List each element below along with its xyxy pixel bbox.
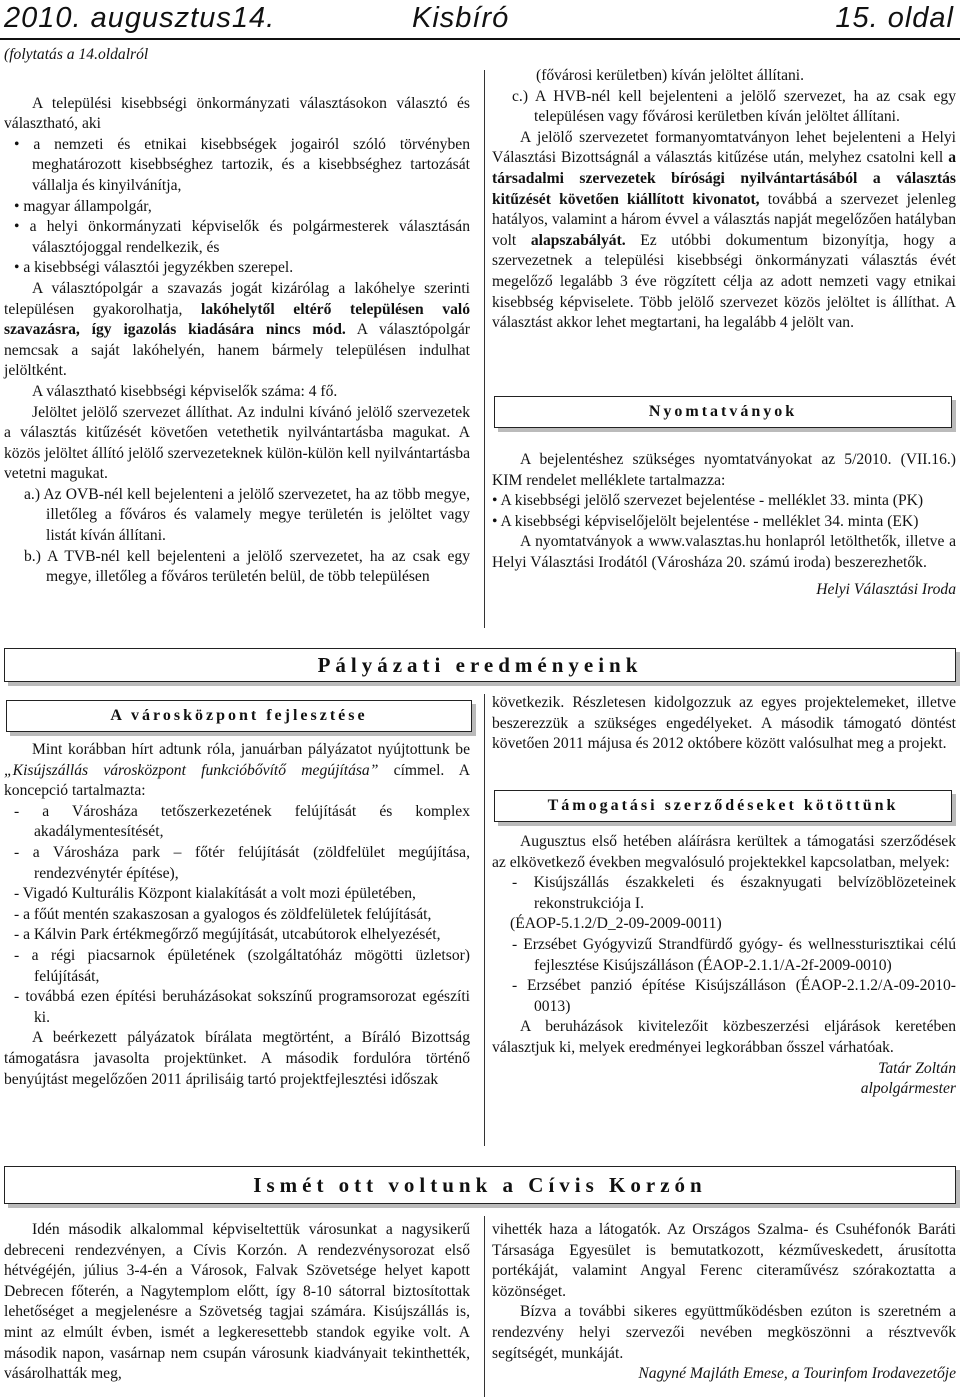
list-item: - a Kálvin Park értékmegőrző megújítását, utcabútorok elhelyezését, — [14, 926, 441, 944]
paragraph: Idén második alkalommal képviseltettük városunkat a nagysikerű debreceni rendezvényen, a Cívis Korzón. A rendezvénysorozat első hétvégéjén, július 3-4-én a Városok, Falvak Szövetsége helyet kapott Debrecen főterén, a Nagytemplom előtt, így 8-10 sátorral biztosítottak lehetőséget a megjelenésre a Szövetség tagjai számára. Kisújszállás is, mint az elmúlt évben, ismét a legkeresettebb standok egyike volt. A második napon, vasárnap nem csupán városunk kiadványait tekinthették, vásárolhatták meg, — [4, 1221, 470, 1383]
column-divider — [484, 694, 485, 1146]
list-item-b: b.) A TVB-nél kell bejelenteni a jelölő szervezetet, ha az csak egy megye, illetőleg a főváros területén belül, de több településen — [24, 547, 470, 586]
section-banner-civis-korzo: Ismét ott voltunk a Cívis Korzón — [4, 1166, 956, 1204]
bullet-item: • a kisebbségi választói jegyzékben szerepel. — [14, 259, 294, 277]
signature: Nagyné Majláth Emese, a Tourinfom Irodavezetője — [638, 1365, 956, 1383]
election-article-col2 — [492, 66, 956, 334]
header-rule — [0, 38, 960, 40]
paragraph: A jelölő szervezetet formanyomtatványon lehet bejelenteni a Helyi Választási Bizottságnál a választás kitűzése után, melyhez csatolni kell a társadalmi szervezetek bírósági nyilvántartásából a választás kitűzését követően kiállított kivonatot, továbbá a szervezet jelenleg hatályos, valamint a három évvel a választás napját megelőzően hatályban volt alapszabályát. Ez utóbbi dokumentum bizonyítja, hogy a szervezetnek a települési kisebbségi önkormányzati választás évét megelőző legalább 3 éve rögzített célja az adott nemzeti vagy etnikai kisebbség képviselete. Több jelölő szervezet közös jelöltet is állíthat. A választást akkor lehet megtartani, ha legalább 4 jelölt van. — [492, 128, 956, 332]
civis-korzo-article-col1 — [4, 1220, 470, 1385]
signature-name: Tatár Zoltán — [878, 1059, 956, 1077]
list-item-code: (ÉAOP-5.1.2/D_2-09-2009-0011) — [510, 915, 722, 933]
page-number: 15. oldal — [835, 2, 954, 34]
bullet-item: • A kisebbségi jelölő szervezet bejelentése - melléklet 33. minta (PK) — [492, 492, 924, 510]
paragraph: Augusztus első hetében aláírásra kerültek a támogatási szerződések az elkövetkező években megvalósuló projektekkel kapcsolatban, melyek: — [492, 833, 956, 871]
paragraph: A bejelentéshez szükséges nyomtatványokat az 5/2010. (VII.16.) KIM rendelet melléklete tartalmazza: — [492, 451, 956, 489]
bullet-item: • A kisebbségi képviselőjelölt bejelentése - melléklet 34. minta (EK) — [492, 512, 919, 530]
bullet-item: • a nemzeti és etnikai kisebbségek jogairól szóló törvényben meghatározott kisebbséghez tartozik, és a kisebbséghez tartozását vállalja és kinyilvánítja, — [14, 135, 470, 194]
paragraph: A települési kisebbségi önkormányzati választásokon választó és választható, aki — [4, 94, 470, 133]
paragraph: A választópolgár a szavazás jogát kizárólag a lakóhelye szerinti településen gyakorolhatja, lakóhelytől eltérő településen való szavazásra, így igazolás kiadására nincs mód. A választópolgár nemcsak a saját lakóhelyén, hanem bármely településen indulhat jelöltként. — [4, 279, 470, 380]
list-item: - a régi piacsarnok épületének (szolgáltatóház mögötti üzletsor) felújítását, — [14, 946, 470, 985]
list-item: - továbbá ezen építési beruházásokat sokszínű programsorozat egészíti ki. — [14, 988, 470, 1026]
paragraph: Mint korábban hírt adtunk róla, januárban pályázatot nyújtottunk be „Kisújszállás városközpont funkcióbővítő megújítása” címmel. A koncepció tartalmazta: — [4, 741, 470, 800]
paragraph: A beruházások kivitelezőit közbeszerzési eljárások keretében választjuk ki, melyek eredményei legkorábban ősszel várhatóak. — [492, 1018, 956, 1056]
paragraph: vihették haza a látogatók. Az Országos Szalma- és Csuhéfonók Baráti Társasága Egyesület is bemutatkozott, kézműveskedett, árusította portékáját, valamint Angyal Ferenc citeraművész szórakoztatta a közönséget. — [492, 1221, 956, 1300]
list-item: - Vigadó Kulturális Központ kialakítását a volt mozi épületében, — [14, 885, 416, 903]
section-heading-nyomtatvanyok: Nyomtatványok — [494, 396, 952, 428]
section-heading-varoskozpont: A városközpont fejlesztése — [6, 700, 472, 732]
newspaper-title: Kisbíró — [412, 2, 510, 34]
grant-contracts-article — [492, 832, 956, 1100]
paragraph: A nyomtatványok a www.valasztas.hu honlapról letölthetők, illetve a Helyi Választási Irodától (Városháza 20. számú iroda) beszerezhetők. — [492, 533, 956, 571]
city-center-article — [4, 740, 470, 1090]
list-item: - a Városháza tetőszerkezetének felújítását és komplex akadálymentesítését, — [14, 802, 470, 841]
list-item: - Erzsébet panzió építése Kisújszálláson (ÉAOP-2.1.2/A-09-2010-0013) — [512, 977, 956, 1015]
list-item: - Kisújszállás északkeleti és északnyugati belvízöblözeteinek rekonstrukciója I. — [512, 874, 956, 912]
column-divider — [484, 1216, 485, 1397]
paragraph: Bízva a további sikeres együttműködésben ezúton is szeretném a rendezvény helyi szervezői nevében megköszönni a résztvevők segítségét, munkáját. — [492, 1303, 956, 1362]
signature: Helyi Választási Iroda — [816, 580, 956, 598]
civis-korzo-article-col2 — [492, 1220, 956, 1385]
paragraph: A választható kisebbségi képviselők száma: 4 fő. — [32, 382, 338, 400]
forms-section — [492, 450, 956, 600]
page-header — [0, 0, 960, 38]
list-item-a: a.) Az OVB-nél kell bejelenteni a jelölő szervezetet, ha az több megye, illetőleg a főváros és valamely megye területén is jelöltet vagy listát kíván állítani. — [24, 485, 470, 545]
issue-date: 2010. augusztus14. — [4, 2, 276, 34]
section-banner-palyazati: Pályázati eredményeink — [4, 648, 956, 682]
section-heading-tamogatasi: Támogatási szerződéseket kötöttünk — [494, 790, 952, 822]
bullet-item: • a helyi önkormányzati képviselők és polgármesterek választásán választójoggal rendelkezik, és — [14, 218, 470, 256]
election-article-col1 — [4, 45, 470, 588]
list-item: - a Városháza park – főtér felújítását (zöldfelület megújítása, rendezvénytér építése), — [14, 843, 470, 882]
list-item: - a főút mentén szakaszosan a gyalogos és zöldfelületek felújítását, — [14, 905, 432, 923]
paragraph: (fővárosi kerületben) kíván jelöltet állítani. — [536, 67, 805, 84]
list-item: - Erzsébet Gyógyvizű Strandfürdő gyógy- és wellnessturisztikai célú fejlesztése Kisújszálláson (ÉAOP-2.1.1/A-2f-2009-0010) — [512, 935, 956, 974]
column-divider — [484, 70, 485, 628]
paragraph: következik. Részletesen kidolgozzuk az egyes projektelemeket, illetve beszerezzük a szükséges engedélyeket. A második támogató döntést követően 2011 májusa és 2012 októbere között valósulhat meg a projekt. — [492, 694, 956, 753]
signature-title: alpolgármester — [860, 1080, 956, 1098]
paragraph: A beérkezett pályázatok bírálata megtörtént, a Bíráló Bizottság támogatásra javasolta projektünket. A második fordulóra történő benyújtást megelőzően 2011 áprilisáig tartó projektfejlesztési időszak — [4, 1029, 470, 1088]
paragraph: Jelöltet jelölő szervezet állíthat. Az indulni kívánó jelölő szervezetek a választás kitűzését követően vetethetik nyilvántartásba magukat. A közös jelöltet állító jelölő szervezeteknek külön-külön kell nyilvántartásba vetetni magukat. — [4, 403, 470, 483]
grant-article-continuation — [492, 693, 956, 755]
list-item-c: c.) A HVB-nél kell bejelenteni a jelölő szervezet, ha az csak egy településen vagy fővárosi kerületben kíván jelöltet állítani. — [512, 87, 956, 126]
continuation-note: (folytatás a 14.oldalról — [4, 46, 149, 63]
bullet-item: • magyar állampolgár, — [14, 197, 152, 215]
